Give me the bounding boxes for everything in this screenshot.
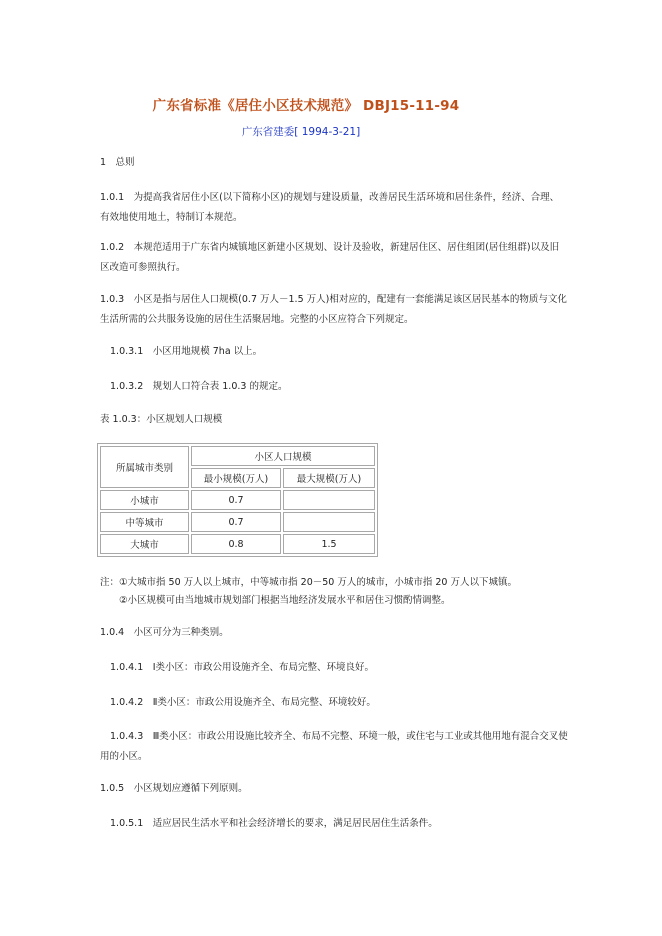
header-city-category: 所属城市类别 [100,446,189,488]
document-title: 广东省标准《居住小区技术规范》 DBJ15-11-94 [152,98,460,114]
clause-1-0-1: 1.0.1 为提高我省居住小区(以下简称小区)的规划与建设质量，改善居民生活环境和居住条件，经济、合理、有效地使用地土，特制订本规范。 [100,192,560,223]
table-caption: 表 1.0.3：小区规划人口规模 [100,414,223,425]
document-subtitle: 广东省建委[ 1994-3-21] [241,126,361,138]
cell-min: 0.8 [191,534,281,554]
cell-min: 0.7 [191,490,281,510]
clause-1-0-2: 1.0.2 本规范适用于广东省内城镇地区新建小区规划、设计及验收，新建居住区、居住组团(居住组群)以及旧区改造可参照执行。 [100,242,560,273]
table-row [100,490,375,510]
header-min-scale: 最小规模(万人) [191,468,281,488]
cell-max [283,512,375,532]
cell-city: 小城市 [100,490,189,510]
cell-max [283,490,375,510]
table-note-2: ②小区规模可由当地城市规划部门根据当地经济发展水平和居住习惯酌情调整。 [119,595,451,606]
clause-1-0-3-1: 1.0.3.1 小区用地规模 7ha 以上。 [110,346,263,357]
clause-1-0-4-1: 1.0.4.1 Ⅰ类小区：市政公用设施齐全、布局完整、环境良好。 [110,662,375,673]
population-scale-table [97,443,378,557]
table-note-1: 注：①大城市指 50 万人以上城市，中等城市指 20－50 万人的城市，小城市指 20 万人以下城镇。 [100,577,517,588]
clause-1-0-4-3: 1.0.4.3 Ⅲ类小区：市政公用设施比较齐全、布局不完整、环境一般，或住宅与工业或其他用地有混合交叉使用的小区。 [100,731,568,762]
clause-1-0-5: 1.0.5 小区规划应遵循下列原则。 [100,783,248,794]
clause-1-0-3: 1.0.3 小区是指与居住人口规模(0.7 万人－1.5 万人)相对应的，配建有一套能满足该区居民基本的物质与文化生活所需的公共服务设施的居住生活聚居地。完整的小区应符合下列规定。 [100,294,567,325]
clause-1-0-3-2: 1.0.3.2 规划人口符合表 1.0.3 的规定。 [110,381,288,392]
clause-1-0-4-2: 1.0.4.2 Ⅱ类小区：市政公用设施齐全、布局完整、环境较好。 [110,697,376,708]
header-max-scale: 最大规模(万人) [283,468,375,488]
section-heading-general: 1 总则 [100,157,135,168]
clause-1-0-5-1: 1.0.5.1 适应居民生活水平和社会经济增长的要求，满足居民居住生活条件。 [110,818,438,829]
clause-1-0-4: 1.0.4 小区可分为三种类别。 [100,627,229,638]
table-header-row [100,446,375,466]
table-row [100,512,375,532]
table-row [100,534,375,554]
cell-city: 大城市 [100,534,189,554]
cell-max: 1.5 [283,534,375,554]
cell-city: 中等城市 [100,512,189,532]
cell-min: 0.7 [191,512,281,532]
header-population-scale: 小区人口规模 [191,446,375,466]
